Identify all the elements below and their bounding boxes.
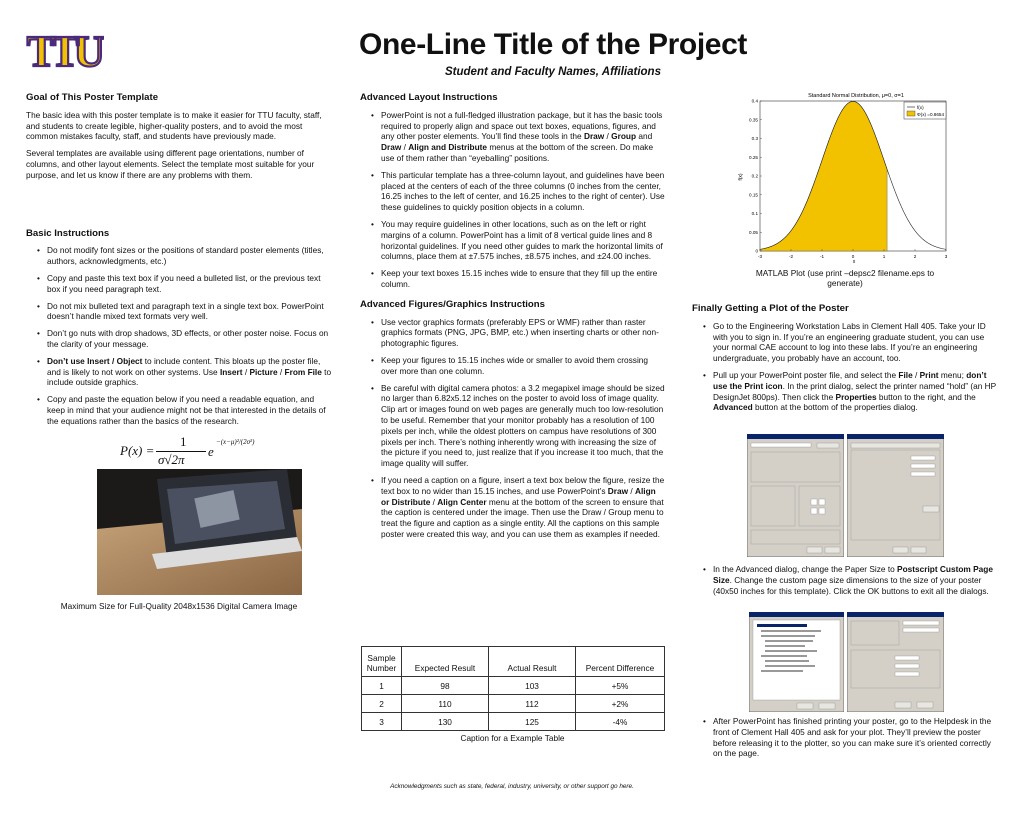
- normal-distribution-plot: [738, 89, 952, 264]
- table-caption: Caption for a Example Table: [460, 733, 565, 743]
- table-cell: -4%: [576, 713, 665, 731]
- bold-text: Align and Distribute: [408, 142, 488, 153]
- table-cell: 125: [489, 713, 576, 731]
- text: button to the right, and the: [876, 391, 976, 402]
- bold-text: Insert: [219, 366, 243, 377]
- plot-title: Standard Normal Distribution, μ=0, σ=1: [808, 93, 904, 99]
- x-tick-label: 0: [851, 254, 855, 259]
- list-item: [360, 110, 666, 164]
- bold-text: Print: [919, 369, 939, 380]
- text: /: [242, 366, 250, 377]
- bold-text: Group: [611, 131, 637, 142]
- goal-paragraph-2: Several templates are available using different page orientations, number of columns, and other layout elements. Select the template most suitable for your purpose, and let us know if there are any problems with them.: [26, 148, 315, 180]
- table-cell: 112: [489, 695, 576, 713]
- legend-swatch-fill: [907, 111, 915, 116]
- bold-text: don’t use the Print icon: [713, 369, 987, 391]
- y-tick-label: 0.25: [749, 154, 758, 160]
- middle-column: [360, 93, 666, 546]
- legend-label: f(x): [917, 105, 924, 110]
- list-item: • Copy and paste the equation below if you need a readable equation, and keep in mind that your audience might not be that interested in the details of the equations rather than the basics of the research.: [26, 394, 332, 426]
- advanced-options-screenshot: [749, 612, 844, 712]
- results-table: [361, 646, 665, 731]
- list-item: • Keep your text boxes 15.15 inches wide to ensure that they fill up the entire column.: [360, 268, 666, 290]
- list-item: • Go to the Engineering Workstation Labs in Clement Hall 405. Take your ID with you to sign in. If you’re an engineering graduate student, you can use your normal CAE account to log into these labs. If you’re an engineering undergraduate, you probably have an account, too.: [692, 321, 998, 364]
- x-tick-label: 3: [944, 254, 948, 259]
- plot-area: [749, 99, 948, 259]
- text: to include outside graphics.: [47, 366, 332, 388]
- y-tick-label: 0.05: [749, 229, 758, 235]
- y-tick-label: 0.4: [751, 98, 758, 104]
- poster-title: One-Line Title of the Project: [359, 28, 747, 61]
- bold-text: Properties: [835, 391, 877, 402]
- bold-text: Don’t use Insert / Object: [47, 355, 143, 366]
- left-column: [26, 93, 332, 433]
- figures-list: [360, 317, 666, 540]
- text: /: [430, 496, 438, 507]
- bold-text: Postscript Custom Page Size: [713, 564, 993, 585]
- properties-dialog-screenshot: [847, 434, 944, 557]
- x-tick-label: -3: [757, 254, 763, 259]
- list-item: • Do not modify font sizes or the positions of standard poster elements (titles, authors, acknowledgments, etc.): [26, 245, 332, 267]
- table-header-row: [362, 647, 665, 677]
- bold-text: Align Center: [437, 496, 487, 507]
- text: If you need a caption on a figure, insert a text box below the figure, resize the text box to no wider than 15.15 inches, and use PowerPoint’s: [381, 474, 665, 496]
- equation-denominator: σ√2π: [158, 452, 185, 467]
- list-item: • This particular template has a three-column layout, and guidelines have been placed at the centers of each of the three columns (0 inches from the center, 16.25 inches to the left of center, and 16.25 inches to the right of center). Use these guidelines to quickly position objects in a column.: [360, 170, 666, 213]
- print-dialog-screenshot: [747, 434, 844, 557]
- x-tick-label: 2: [913, 254, 917, 259]
- list-item: • Copy and paste this text box if you need a bulleted list, or the previous text box if you need paragraph text.: [26, 273, 332, 295]
- right-column-advanced: [692, 564, 998, 602]
- table-cell: 2: [362, 695, 402, 713]
- table-cell: +2%: [576, 695, 665, 713]
- list-item: • Use vector graphics formats (preferably EPS or WMF) rather than raster graphics formats (PNG, JPG, BMP, etc.) when inserting charts or other non-photographic figures.: [360, 317, 666, 349]
- x-tick-label: -2: [788, 254, 794, 259]
- equation-exponent: −(x−μ)²/(2σ²): [216, 438, 255, 446]
- layout-list: [360, 110, 666, 290]
- list-item: [692, 564, 998, 596]
- text: and: [636, 131, 653, 142]
- plot-legend: [904, 102, 946, 119]
- right-column: [692, 304, 998, 419]
- final-list-2: [692, 564, 998, 596]
- table-row: [362, 695, 665, 713]
- bold-text: Draw: [607, 485, 629, 496]
- equation-numerator: 1: [180, 434, 187, 449]
- bold-text: From File: [284, 366, 322, 377]
- text: menu at the bottom of the screen to ensure that the caption is centered under the image. Then use the Draw / Group menu to treat the figure and caption as a single entity. All the captions on this sample poster were created this way, and you can use them as examples if needed.: [381, 496, 664, 539]
- text: /: [401, 142, 409, 153]
- y-tick-label: 0: [755, 248, 758, 254]
- plot-ylabel: f(x): [738, 173, 744, 181]
- text: Pull up your PowerPoint poster file, and select the: [713, 369, 899, 380]
- custom-page-size-screenshot: [847, 612, 944, 712]
- x-tick-label: -1: [819, 254, 825, 259]
- text: to include content. This bloats up the poster file, and is likely to not work on other systems. Use: [47, 355, 321, 377]
- basic-list: [26, 245, 332, 426]
- list-item: [692, 370, 998, 413]
- final-list-3: [692, 716, 998, 759]
- bold-text: File: [898, 369, 913, 380]
- table-header: Percent Difference: [576, 647, 665, 677]
- text: PowerPoint is not a full-fledged illustration package, but it has the basic tools required to properly align and space out text boxes, equations, figures, and any other poster elements. You’ll find these tools in the: [381, 109, 663, 142]
- table-header: Actual Result: [489, 647, 576, 677]
- table-header: Sample Number: [362, 647, 402, 677]
- text: . In the print dialog, select the printer named “hold” (an HP DesignJet 800ps). Then click the: [713, 380, 997, 402]
- table-cell: 130: [402, 713, 489, 731]
- y-tick-label: 0.15: [749, 192, 758, 198]
- plot-xlabel: x: [852, 259, 856, 264]
- list-item: • After PowerPoint has finished printing your poster, go to the Helpdesk in the front of Clement Hall 405 and ask for your plot. They’ll preview the poster before releasing it to the plotter, so you can make sure it’s oriented correctly on the page.: [692, 716, 998, 759]
- table-header: Expected Result: [402, 647, 489, 677]
- equation-lhs: P(x) =: [120, 443, 155, 458]
- acknowledgments: Acknowledgments such as state, federal, industry, university, or other support go here.: [390, 783, 634, 790]
- x-tick-label: 1: [882, 254, 886, 259]
- text: menu;: [938, 369, 967, 380]
- table-cell: 103: [489, 677, 576, 695]
- list-item: • Don’t go nuts with drop shadows, 3D effects, or other poster noise. Focus on the clarity of your message.: [26, 328, 332, 350]
- camera-photo: [97, 469, 302, 595]
- poster-subtitle: Student and Faculty Names, Affiliations: [445, 66, 661, 78]
- goal-paragraph-1: The basic idea with this poster template is to make it easier for TTU faculty, staff, and students to create legible, higher-quality posters, and to avoid the most common mistakes faculty, staff, and students have previously made.: [26, 109, 322, 142]
- legend-label: Φ(x) =0.8654: [917, 112, 945, 117]
- list-item: [26, 356, 332, 388]
- bold-text: Draw: [583, 131, 605, 142]
- normal-pdf-equation: [120, 434, 280, 468]
- plot-caption: MATLAB Plot (use print –depsc2 filename.eps to generate): [755, 268, 935, 288]
- bold-text: Picture: [249, 366, 278, 377]
- list-item: • Do not mix bulleted text and paragraph text in a single text box. PowerPoint doesn’t handle mixed text formats very well.: [26, 301, 332, 323]
- text: In the Advanced dialog, change the Paper Size to: [713, 564, 898, 574]
- layout-heading: Advanced Layout Instructions: [360, 92, 498, 103]
- table-cell: 98: [402, 677, 489, 695]
- photo-caption: Maximum Size for Full-Quality 2048x1536 Digital Camera Image: [60, 601, 298, 611]
- basic-heading: Basic Instructions: [26, 227, 110, 239]
- list-item: • You may require guidelines in other locations, such as on the left or right margins of a column. PowerPoint has a limit of 8 vertical guide lines and 8 horizontal guidelines. If you need other guides to mark the horizontal limits of columns, place them at ±7.575 inches, ±8.575 inches, and ±24.00 inches.: [360, 219, 666, 262]
- text: /: [604, 131, 612, 142]
- table-row: [362, 713, 665, 731]
- table-cell: 3: [362, 713, 402, 731]
- bold-text: Draw: [381, 142, 402, 153]
- list-item: [360, 475, 666, 540]
- text: menus at the bottom of the screen. Do make use of them rather than “eyeballing” positions.: [381, 142, 654, 163]
- logo-text: TTU: [26, 27, 100, 76]
- bold-text: Align or Distribute: [381, 485, 656, 507]
- final-heading: Finally Getting a Plot of the Poster: [692, 303, 849, 314]
- final-list-1: [692, 321, 998, 413]
- list-item: • Be careful with digital camera photos: a 3.2 megapixel image should be sized no larger than 6.82x5.12 inches on the poster to avoid loss of image quality. Clip art or images found on web pages are generally much too low-resolution to be useful. Remember that your monitor probably has a resolution of 100 pixels per inch, while the oldest plotters on campus have resolutions of 300 pixels per inch. There’s nothing inherently wrong with increasing the size of the picture if you need to, just realize that if you increase it too much, that the image quality will suffer.: [360, 383, 666, 469]
- figures-heading: Advanced Figures/Graphics Instructions: [360, 298, 545, 310]
- table-cell: +5%: [576, 677, 665, 695]
- table-row: [362, 677, 665, 695]
- text: /: [912, 369, 920, 380]
- text: . Change the custom page size dimensions to the size of your poster (40x50 inches for this template). Click the OK buttons to exit all the dialogs.: [713, 574, 989, 596]
- list-item: • Keep your figures to 15.15 inches wide or smaller to avoid them crossing over more than one column.: [360, 355, 666, 377]
- table-cell: 1: [362, 677, 402, 695]
- bold-text: Advanced: [713, 402, 753, 413]
- goal-heading: Goal of This Poster Template: [26, 92, 159, 103]
- table-cell: 110: [402, 695, 489, 713]
- equation-base: e: [208, 444, 214, 459]
- y-tick-label: 0.3: [751, 136, 758, 142]
- text: /: [277, 366, 285, 377]
- right-column-helpdesk: [692, 716, 998, 765]
- text: /: [628, 485, 635, 496]
- y-tick-label: 0.2: [751, 173, 758, 179]
- y-tick-label: 0.35: [749, 117, 758, 123]
- y-tick-label: 0.1: [751, 211, 758, 217]
- text: button at the bottom of the properties dialog.: [752, 402, 918, 413]
